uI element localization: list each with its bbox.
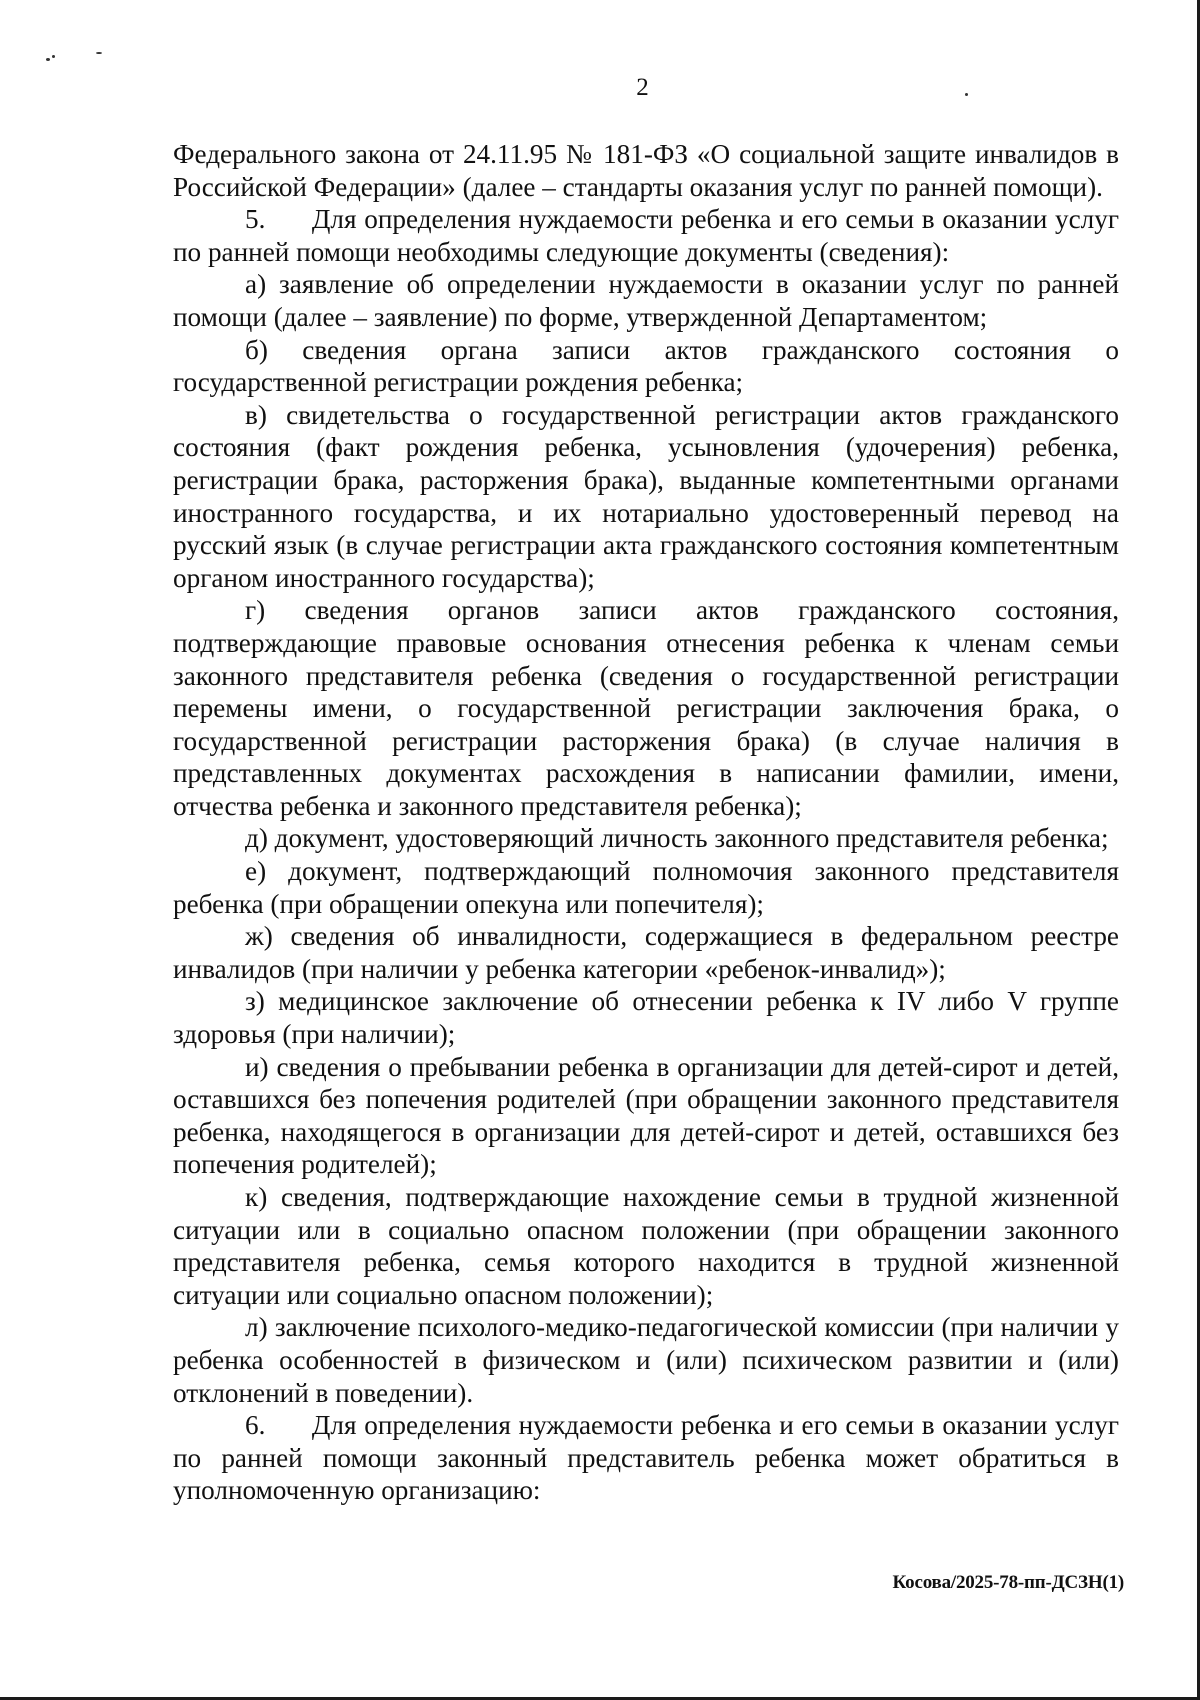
paragraph-subitem-l: л) заключение психолого-медико-педагогической комиссии (при наличии у ребенка особенностей в физическом и (или) психическом развитии и (или) отклонений в поведении). xyxy=(173,1312,1119,1408)
paragraph-subitem-v: в) свидетельства о государственной регистрации актов гражданского состояния (факт рождения ребенка, усыновления (удочерения) ребенка, регистрации брака, расторжения брака), выданные компетентными органами иностранного государства, и их нотариально удостоверенный перевод на русский язык (в случае регистрации акта гражданского состояния компетентным органом иностранного государства); xyxy=(173,399,1119,593)
paragraph-subitem-d: д) документ, удостоверяющий личность законного представителя ребенка; xyxy=(245,823,1109,854)
paragraph-subitem-a: а) заявление об определении нуждаемости в оказании услуг по ранней помощи (далее – заявление) по форме, утвержденной Департаментом; xyxy=(173,269,1119,332)
paragraph-subitem-g: г) сведения органов записи актов гражданского состояния, подтверждающие правовые основания отнесения ребенка к членам семьи законного представителя ребенка (сведения о государственной регистрации перемены имени, о государственной регистрации заключения брака, о государственной регистрации расторжения брака) (в случае наличия в представленных документах расхождения в написании фамилии, имени, отчества ребенка и законного представителя ребенка); xyxy=(173,595,1119,821)
paragraph-item-6: 6. Для определения нуждаемости ребенка и его семьи в оказании услуг по ранней помощи законный представитель ребенка может обратиться в уполномоченную организацию: xyxy=(173,1410,1119,1506)
scan-speck xyxy=(46,58,50,61)
scan-speck xyxy=(96,52,102,54)
paragraph-subitem-i: и) сведения о пребывании ребенка в организации для детей-сирот и детей, оставшихся без попечения родителей (при обращении законного представителя ребенка, находящегося в организации для детей-сирот и детей, оставшихся без попечения родителей); xyxy=(173,1051,1119,1180)
document-body xyxy=(173,138,1119,1507)
document-reference-code: Косова/2025-78-пп-ДСЗН(1) xyxy=(892,1572,1124,1593)
paragraph-subitem-e: е) документ, подтверждающий полномочия законного представителя ребенка (при обращении опекуна или попечителя); xyxy=(173,856,1119,919)
paragraph-continuation: Федерального закона от 24.11.95 № 181-ФЗ «О социальной защите инвалидов в Российской Федерации» (далее – стандарты оказания услуг по ранней помощи). xyxy=(173,139,1119,202)
paragraph-subitem-z: з) медицинское заключение об отнесении ребенка к IV либо V группе здоровья (при наличии); xyxy=(173,986,1119,1050)
paragraph-subitem-zh: ж) сведения об инвалидности, содержащиеся в федеральном реестре инвалидов (при наличии у ребенка категории «ребенок-инвалид»); xyxy=(173,921,1119,984)
scan-speck xyxy=(52,55,55,58)
paragraph-subitem-k: к) сведения, подтверждающие нахождение семьи в трудной жизненной ситуации или в социально опасном положении (при обращении законного представителя ребенка, семья которого находится в трудной жизненной ситуации или социально опасном положении); xyxy=(173,1182,1119,1310)
paragraph-item-5: 5. Для определения нуждаемости ребенка и его семьи в оказании услуг по ранней помощи необходимы следующие документы (сведения): xyxy=(173,204,1119,267)
paragraph-subitem-b: б) сведения органа записи актов гражданского состояния о государственной регистрации рождения ребенка; xyxy=(173,334,1119,398)
page-number: 2 xyxy=(636,74,649,101)
